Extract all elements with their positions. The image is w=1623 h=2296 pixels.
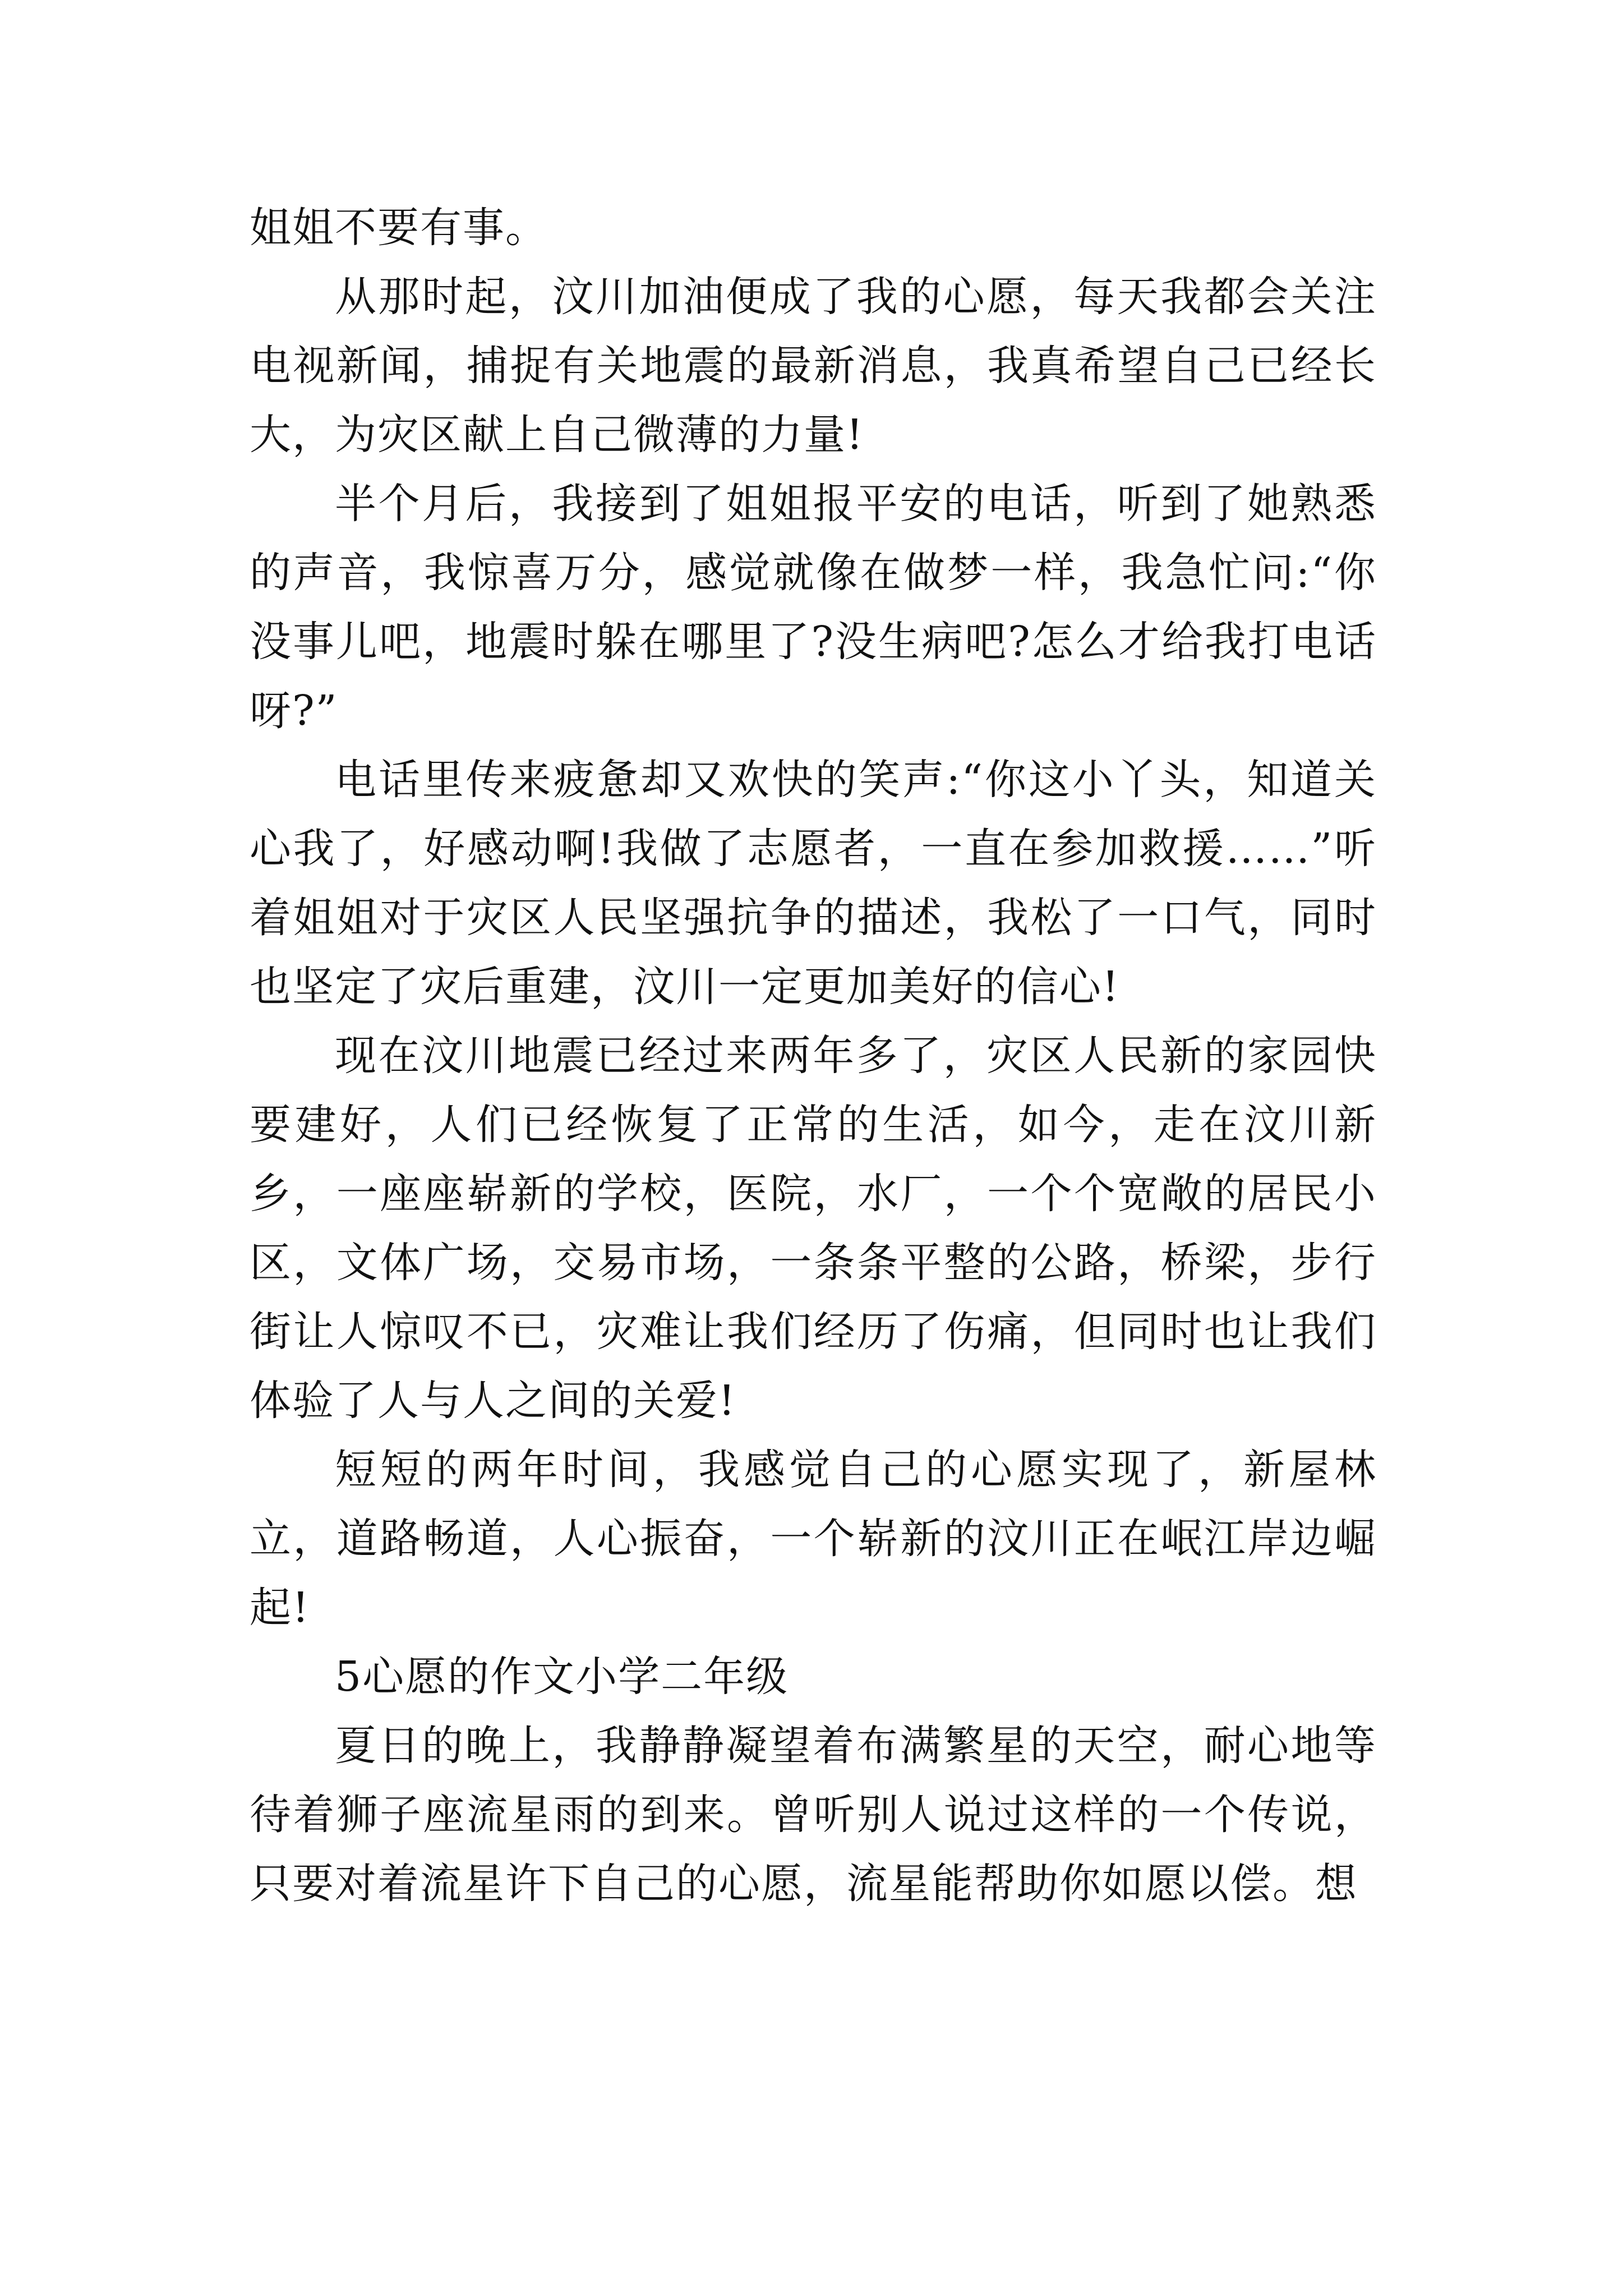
paragraph: 电话里传来疲惫却又欢快的笑声:“你这小丫头，知道关心我了，好感动啊!我做了志愿者，一直在参加救援……”听着姐姐对于灾区人民坚强抗争的描述，我松了一口气，同时也坚定了灾后重建，汶川一定更加美好的信心! — [250, 756, 1377, 1011]
article-body — [250, 194, 1377, 1918]
paragraph: 半个月后，我接到了姐姐报平安的电话，听到了她熟悉的声音，我惊喜万分，感觉就像在做梦一样，我急忙问:“你没事儿吧，地震时躲在哪里了?没生病吧?怎么才给我打电话呀?” — [250, 480, 1377, 735]
paragraph-continuation: 姐姐不要有事。 — [250, 204, 548, 252]
paragraph: 从那时起，汶川加油便成了我的心愿，每天我都会关注电视新闻，捕捉有关地震的最新消息，我真希望自己已经长大，为灾区献上自己微薄的力量! — [250, 273, 1377, 459]
paragraph: 夏日的晚上，我静静凝望着布满繁星的天空，耐心地等待着狮子座流星雨的到来。曾听别人说过这样的一个传说，只要对着流星许下自己的心愿，流星能帮助你如愿以偿。想 — [250, 1722, 1377, 1908]
paragraph: 短短的两年时间，我感觉自己的心愿实现了，新屋林立，道路畅道，人心振奋，一个崭新的汶川正在岷江岸边崛起! — [250, 1446, 1377, 1632]
section-heading: 5心愿的作文小学二年级 — [335, 1653, 789, 1701]
paragraph: 现在汶川地震已经过来两年多了，灾区人民新的家园快要建好，人们已经恢复了正常的生活，如今，走在汶川新乡，一座座崭新的学校，医院，水厂，一个个宽敞的居民小区，文体广场，交易市场，一条条平整的公路，桥梁，步行街让人惊叹不已，灾难让我们经历了伤痛，但同时也让我们体验了人与人之间的关爱! — [250, 1032, 1377, 1425]
